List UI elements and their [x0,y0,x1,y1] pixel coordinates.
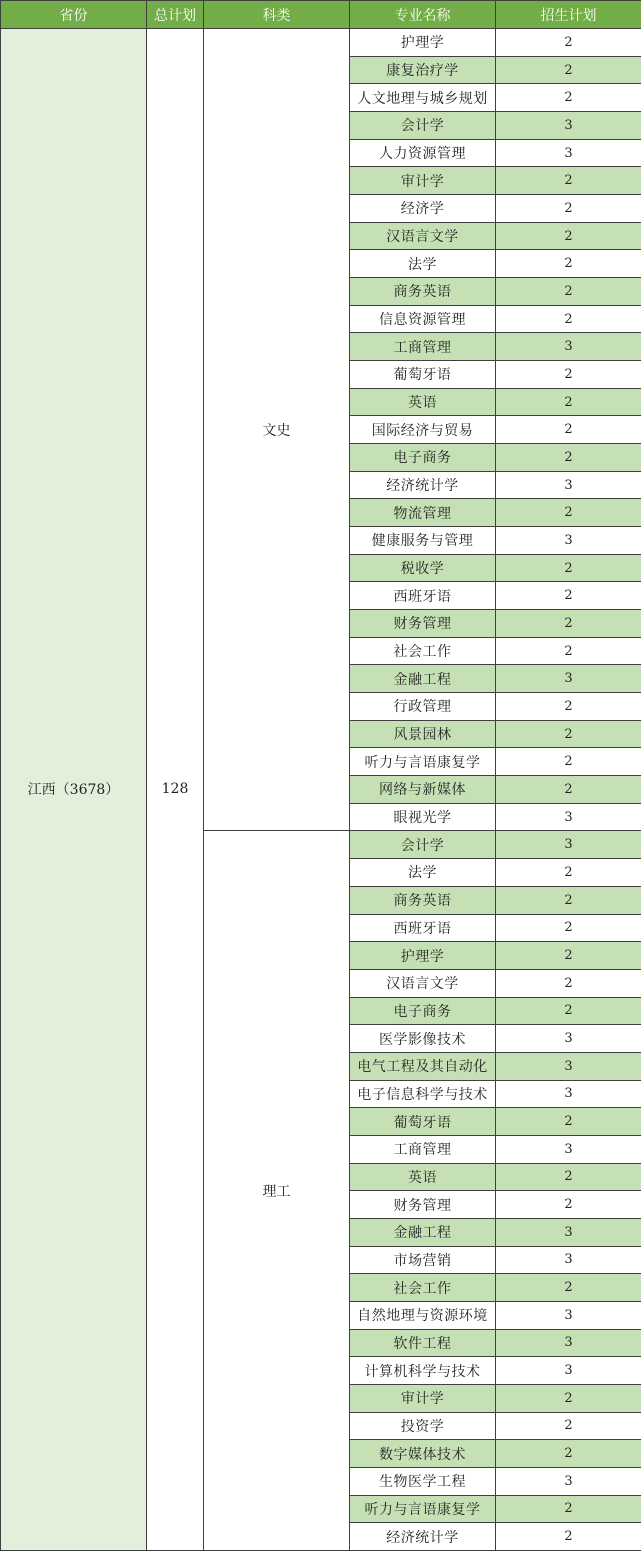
header-province: 省份 [1,1,147,29]
major-name-cell: 市场营销 [350,1246,496,1274]
major-name-cell: 汉语言文学 [350,222,496,250]
major-name-cell: 汉语言文学 [350,969,496,997]
enrollment-plan-cell: 3 [496,1080,641,1108]
enrollment-plan-cell: 2 [496,1440,641,1468]
enrollment-plan-cell: 2 [496,56,641,84]
enrollment-plan-cell: 2 [496,610,641,638]
enrollment-plan-cell: 3 [496,1218,641,1246]
major-name-cell: 经济统计学 [350,471,496,499]
major-name-cell: 财务管理 [350,610,496,638]
header-major-name: 专业名称 [350,1,496,29]
enrollment-plan-cell: 3 [496,665,641,693]
major-name-cell: 电子商务 [350,997,496,1025]
major-name-cell: 物流管理 [350,499,496,527]
major-name-cell: 金融工程 [350,665,496,693]
enrollment-plan-cell: 2 [496,388,641,416]
major-name-cell: 会计学 [350,831,496,859]
enrollment-plan-cell: 2 [496,969,641,997]
enrollment-plan-cell: 2 [496,942,641,970]
major-name-cell: 社会工作 [350,637,496,665]
enrollment-plan-cell: 3 [496,831,641,859]
major-name-cell: 健康服务与管理 [350,527,496,555]
enrollment-plan-cell: 2 [496,1191,641,1219]
enrollment-plan-cell: 3 [496,139,641,167]
major-name-cell: 西班牙语 [350,914,496,942]
major-name-cell: 护理学 [350,942,496,970]
enrollment-plan-cell: 3 [496,1301,641,1329]
enrollment-plan-cell: 2 [496,222,641,250]
header-enrollment-plan: 招生计划 [496,1,641,29]
header-row [1,1,641,29]
major-name-cell: 西班牙语 [350,582,496,610]
enrollment-plan-cell: 3 [496,1025,641,1053]
enrollment-plan-cell: 2 [496,554,641,582]
major-name-cell: 财务管理 [350,1191,496,1219]
enrollment-plan-cell: 2 [496,29,641,57]
enrollment-plan-cell: 2 [496,582,641,610]
enrollment-plan-cell: 3 [496,471,641,499]
enrollment-plan-cell: 2 [496,278,641,306]
major-name-cell: 生物医学工程 [350,1467,496,1495]
major-name-cell: 电子信息科学与技术 [350,1080,496,1108]
enrollment-plan-cell: 3 [496,112,641,140]
enrollment-plan-cell: 2 [496,444,641,472]
enrollment-plan-cell: 2 [496,637,641,665]
major-name-cell: 金融工程 [350,1218,496,1246]
major-name-cell: 电子商务 [350,444,496,472]
major-name-cell: 人力资源管理 [350,139,496,167]
major-name-cell: 法学 [350,250,496,278]
major-name-cell: 康复治疗学 [350,56,496,84]
major-name-cell: 审计学 [350,167,496,195]
major-name-cell: 税收学 [350,554,496,582]
major-name-cell: 工商管理 [350,1135,496,1163]
enrollment-plan-cell: 2 [496,1108,641,1136]
major-name-cell: 葡萄牙语 [350,361,496,389]
enrollment-plan-cell: 2 [496,250,641,278]
header-category: 科类 [204,1,350,29]
total-plan-cell: 128 [147,29,204,1551]
major-name-cell: 数字媒体技术 [350,1440,496,1468]
header-total-plan: 总计划 [147,1,204,29]
enrollment-plan-cell: 2 [496,1274,641,1302]
enrollment-plan-cell: 2 [496,361,641,389]
major-name-cell: 审计学 [350,1384,496,1412]
enrollment-plan-cell: 2 [496,720,641,748]
major-name-cell: 风景园林 [350,720,496,748]
major-name-cell: 工商管理 [350,333,496,361]
enrollment-plan-cell: 2 [496,1384,641,1412]
major-name-cell: 经济统计学 [350,1523,496,1551]
major-name-cell: 英语 [350,1163,496,1191]
enrollment-plan-cell: 2 [496,84,641,112]
enrollment-plan-cell: 2 [496,859,641,887]
major-name-cell: 眼视光学 [350,803,496,831]
enrollment-plan-cell: 2 [496,167,641,195]
enrollment-plan-cell: 3 [496,333,641,361]
enrollment-plan-cell: 2 [496,195,641,223]
enrollment-plan-cell: 3 [496,1357,641,1385]
major-name-cell: 听力与言语康复学 [350,1495,496,1523]
major-name-cell: 法学 [350,859,496,887]
enrollment-plan-cell: 2 [496,693,641,721]
major-name-cell: 护理学 [350,29,496,57]
enrollment-plan-cell: 2 [496,914,641,942]
enrollment-plan-cell: 2 [496,997,641,1025]
table-row [1,29,641,57]
major-name-cell: 社会工作 [350,1274,496,1302]
enrollment-plan-cell: 2 [496,1523,641,1551]
enrollment-plan-cell: 2 [496,1163,641,1191]
major-name-cell: 经济学 [350,195,496,223]
enrollment-plan-cell: 2 [496,886,641,914]
major-name-cell: 英语 [350,388,496,416]
table-body [1,29,641,1551]
enrollment-plan-cell: 3 [496,1329,641,1357]
major-name-cell: 计算机科学与技术 [350,1357,496,1385]
major-name-cell: 行政管理 [350,693,496,721]
major-name-cell: 软件工程 [350,1329,496,1357]
enrollment-plan-cell: 2 [496,748,641,776]
major-name-cell: 葡萄牙语 [350,1108,496,1136]
major-name-cell: 投资学 [350,1412,496,1440]
major-name-cell: 网络与新媒体 [350,776,496,804]
major-name-cell: 医学影像技术 [350,1025,496,1053]
major-name-cell: 信息资源管理 [350,305,496,333]
category-cell: 文史 [204,29,350,831]
enrollment-plan-cell: 3 [496,1467,641,1495]
major-name-cell: 商务英语 [350,278,496,306]
major-name-cell: 人文地理与城乡规划 [350,84,496,112]
enrollment-plan-cell: 3 [496,1135,641,1163]
enrollment-plan-cell: 2 [496,499,641,527]
enrollment-plan-cell: 2 [496,1495,641,1523]
enrollment-plan-cell: 3 [496,1246,641,1274]
major-name-cell: 国际经济与贸易 [350,416,496,444]
enrollment-plan-cell: 2 [496,305,641,333]
province-cell: 江西（3678） [1,29,147,1551]
category-cell: 理工 [204,831,350,1550]
major-name-cell: 自然地理与资源环境 [350,1301,496,1329]
enrollment-plan-cell: 2 [496,416,641,444]
enrollment-plan-cell: 2 [496,776,641,804]
major-name-cell: 商务英语 [350,886,496,914]
major-name-cell: 会计学 [350,112,496,140]
enrollment-plan-cell: 3 [496,1052,641,1080]
major-name-cell: 听力与言语康复学 [350,748,496,776]
enrollment-plan-cell: 3 [496,527,641,555]
enrollment-plan-cell: 3 [496,803,641,831]
enrollment-plan-cell: 2 [496,1412,641,1440]
major-name-cell: 电气工程及其自动化 [350,1052,496,1080]
